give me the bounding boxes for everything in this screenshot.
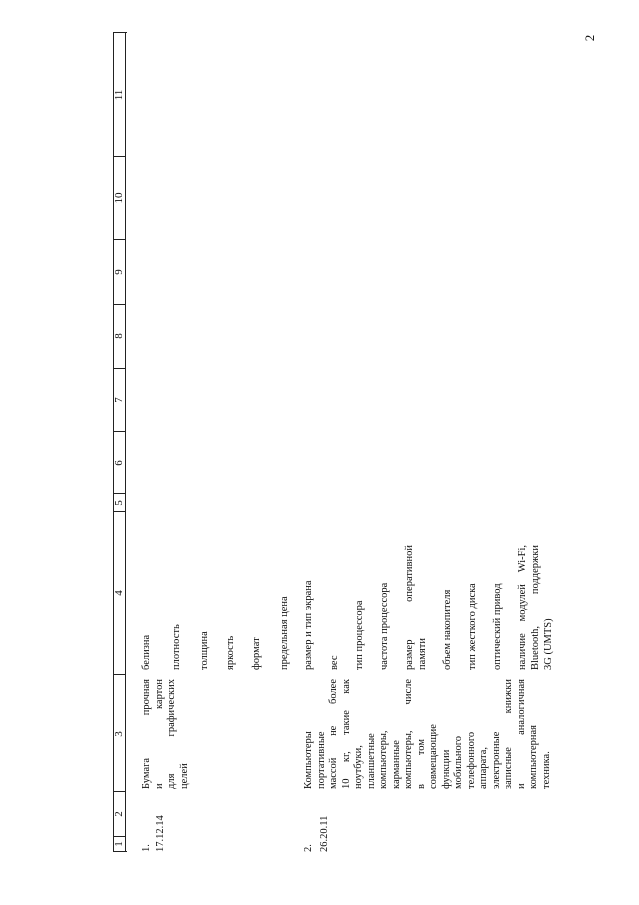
row-2-name-line: совмещающие — [428, 724, 439, 789]
header-col-6: 6 — [113, 460, 125, 466]
row-1-param: белизна — [141, 634, 152, 670]
row-1-name-line: и картон — [153, 679, 165, 789]
row-2-name-line: массой не более — [328, 679, 339, 789]
specification-table — [113, 32, 613, 852]
row-2-code: 26.20.11 — [319, 815, 330, 852]
col-divider — [113, 156, 126, 157]
row-2-name-line: телефонного — [465, 731, 477, 789]
row-2-param: наличие модулей Wi-Fi, — [517, 545, 528, 670]
col-divider — [113, 239, 126, 240]
row-2-name-line: функции — [440, 749, 452, 789]
row-2-param: объем накопителя — [442, 589, 453, 670]
col-divider — [113, 674, 126, 675]
row-1-number: 1. — [141, 844, 152, 852]
row-1-code: 17.12.14 — [155, 815, 166, 852]
row-1-param: плотность — [171, 624, 182, 670]
row-2-name-line: аппарата, — [478, 746, 489, 789]
row-2-name-line: планшетные — [365, 733, 377, 789]
row-2-param: вес — [329, 655, 340, 670]
col-divider — [113, 304, 126, 305]
row-2-name-line: ноутбуки, — [353, 745, 364, 789]
header-col-2: 2 — [113, 811, 125, 817]
row-1-param: формат — [251, 637, 262, 670]
row-2-name-line: и аналогичная — [515, 679, 527, 789]
row-2-param: оптический привод — [492, 583, 503, 670]
row-2-param: тип процессора — [354, 600, 365, 670]
header-col-1: 1 — [113, 841, 125, 847]
row-2-name-line: 10 кг, такие как — [340, 679, 352, 789]
header-col-4: 4 — [113, 590, 125, 596]
row-1-name-line: Бумага прочная — [141, 679, 152, 789]
row-2-name-line: электронные — [490, 731, 502, 789]
table-right-rule — [113, 32, 127, 33]
row-1-name-line: целей — [178, 763, 190, 789]
row-1-name — [141, 679, 191, 789]
col-divider — [113, 368, 126, 369]
row-2-param: частота процессора — [379, 582, 390, 670]
row-2-name-line: записные книжки — [503, 679, 514, 789]
row-2-param: 3G (UMTS) — [543, 618, 554, 670]
row-2-param: тип жесткого диска — [467, 583, 478, 670]
row-1-param: предельная цена — [279, 596, 290, 670]
row-2-name-line: мобильного — [453, 735, 464, 789]
header-col-11: 11 — [113, 89, 125, 101]
header-col-9: 9 — [113, 269, 125, 275]
page-number: 2 — [582, 34, 597, 42]
row-2-name-line: компьютеры, — [378, 730, 389, 789]
row-2-param: размер оперативной — [404, 545, 415, 670]
header-col-3: 3 — [113, 731, 125, 737]
row-2-param: памяти — [417, 638, 428, 670]
header-col-8: 8 — [113, 333, 125, 339]
row-1-name-line: для графических — [166, 679, 177, 789]
col-divider — [113, 791, 126, 792]
header-col-5: 5 — [113, 500, 125, 506]
row-2-param: размер и тип экрана — [303, 580, 314, 670]
row-1-param: яркость — [225, 635, 236, 670]
row-2-name-line: карманные — [390, 740, 402, 789]
row-1-param: толщина — [199, 631, 210, 670]
row-2-name-line: компьютеры, числе — [403, 679, 414, 789]
row-2-number: 2. — [303, 844, 314, 852]
row-2-name-line: в том — [415, 739, 427, 789]
row-2-param: Bluetooth, поддержки — [530, 545, 541, 670]
header-col-7: 7 — [113, 397, 125, 403]
col-divider — [113, 431, 126, 432]
header-bottom-rule — [125, 32, 126, 852]
row-2-name-line: техника. — [540, 751, 552, 789]
row-2-name-line: портативные — [315, 731, 327, 789]
row-2-name — [303, 679, 553, 789]
row-2-name-line: компьютерная — [528, 725, 539, 789]
header-col-10: 10 — [113, 192, 125, 204]
row-2-name-line: Компьютеры — [303, 731, 314, 789]
